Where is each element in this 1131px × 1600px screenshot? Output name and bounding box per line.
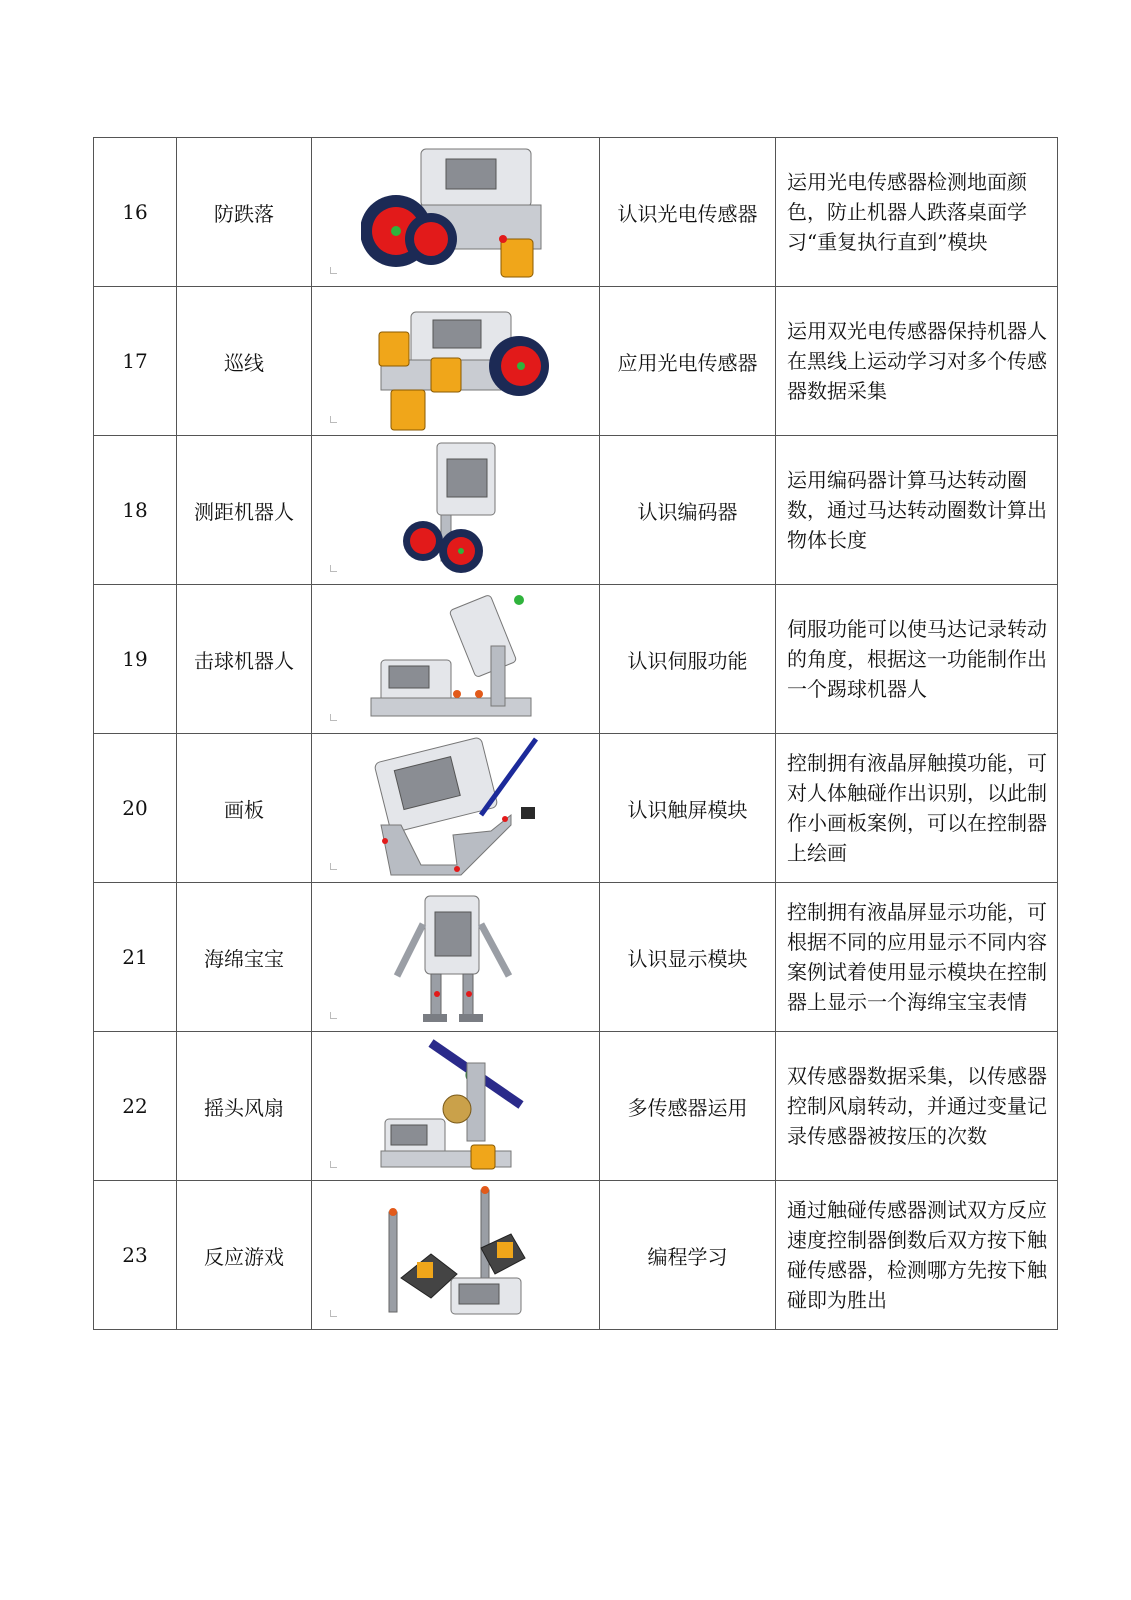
drawing-board-icon [361,735,551,881]
table-row [94,138,1058,287]
project-description: 伺服功能可以使马达记录转动的角度，根据这一功能制作出一个踢球机器人 [776,585,1058,734]
project-name: 反应游戏 [177,1181,312,1330]
corner-mark [330,1310,337,1317]
wheeled-robot-icon [361,139,551,285]
course-table [93,137,1058,1330]
project-name: 海绵宝宝 [177,883,312,1032]
project-name: 摇头风扇 [177,1032,312,1181]
project-description: 双传感器数据采集，以传感器控制风扇转动，并通过变量记录传感器被按压的次数 [776,1032,1058,1181]
course-topic: 编程学习 [600,1181,776,1330]
course-topic: 多传感器运用 [600,1032,776,1181]
table-row [94,1032,1058,1181]
table-row [94,883,1058,1032]
project-description: 控制拥有液晶屏触摸功能，可对人体触碰作出识别，以此制作小画板案例，可以在控制器上绘画 [776,734,1058,883]
row-number: 18 [94,436,177,585]
project-description: 控制拥有液晶屏显示功能，可根据不同的应用显示不同内容案例试着使用显示模块在控制器上显示一个海绵宝宝表情 [776,883,1058,1032]
project-description: 通过触碰传感器测试双方反应速度控制器倒数后双方按下触碰传感器，检测哪方先按下触碰即为胜出 [776,1181,1058,1330]
humanoid-robot-icon [361,884,551,1030]
row-number: 16 [94,138,177,287]
course-topic: 认识编码器 [600,436,776,585]
robot-image [312,138,600,287]
course-topic: 认识伺服功能 [600,585,776,734]
table-row [94,436,1058,585]
course-topic: 认识光电传感器 [600,138,776,287]
corner-mark [330,1012,337,1019]
row-number: 22 [94,1032,177,1181]
course-topic: 应用光电传感器 [600,287,776,436]
course-topic: 认识触屏模块 [600,734,776,883]
course-topic: 认识显示模块 [600,883,776,1032]
project-name: 巡线 [177,287,312,436]
table-row [94,734,1058,883]
project-name: 防跌落 [177,138,312,287]
project-description: 运用双光电传感器保持机器人在黑线上运动学习对多个传感器数据采集 [776,287,1058,436]
table-row [94,1181,1058,1330]
robot-image [312,1181,600,1330]
measuring-robot-icon [361,437,551,583]
corner-mark [330,416,337,423]
project-name: 测距机器人 [177,436,312,585]
robot-image [312,585,600,734]
robot-image [312,287,600,436]
fan-robot-icon [361,1033,551,1179]
robot-image [312,1032,600,1181]
line-follower-robot-icon [361,288,551,434]
project-description: 运用光电传感器检测地面颜色，防止机器人跌落桌面学习“重复执行直到”模块 [776,138,1058,287]
kicker-robot-icon [361,586,551,732]
project-name: 画板 [177,734,312,883]
table-row [94,287,1058,436]
project-description: 运用编码器计算马达转动圈数，通过马达转动圈数计算出物体长度 [776,436,1058,585]
row-number: 19 [94,585,177,734]
robot-image [312,734,600,883]
corner-mark [330,267,337,274]
reaction-game-icon [361,1182,551,1328]
table-row [94,585,1058,734]
robot-image [312,436,600,585]
row-number: 17 [94,287,177,436]
robot-image [312,883,600,1032]
project-name: 击球机器人 [177,585,312,734]
corner-mark [330,565,337,572]
row-number: 20 [94,734,177,883]
row-number: 21 [94,883,177,1032]
corner-mark [330,714,337,721]
corner-mark [330,863,337,870]
row-number: 23 [94,1181,177,1330]
corner-mark [330,1161,337,1168]
